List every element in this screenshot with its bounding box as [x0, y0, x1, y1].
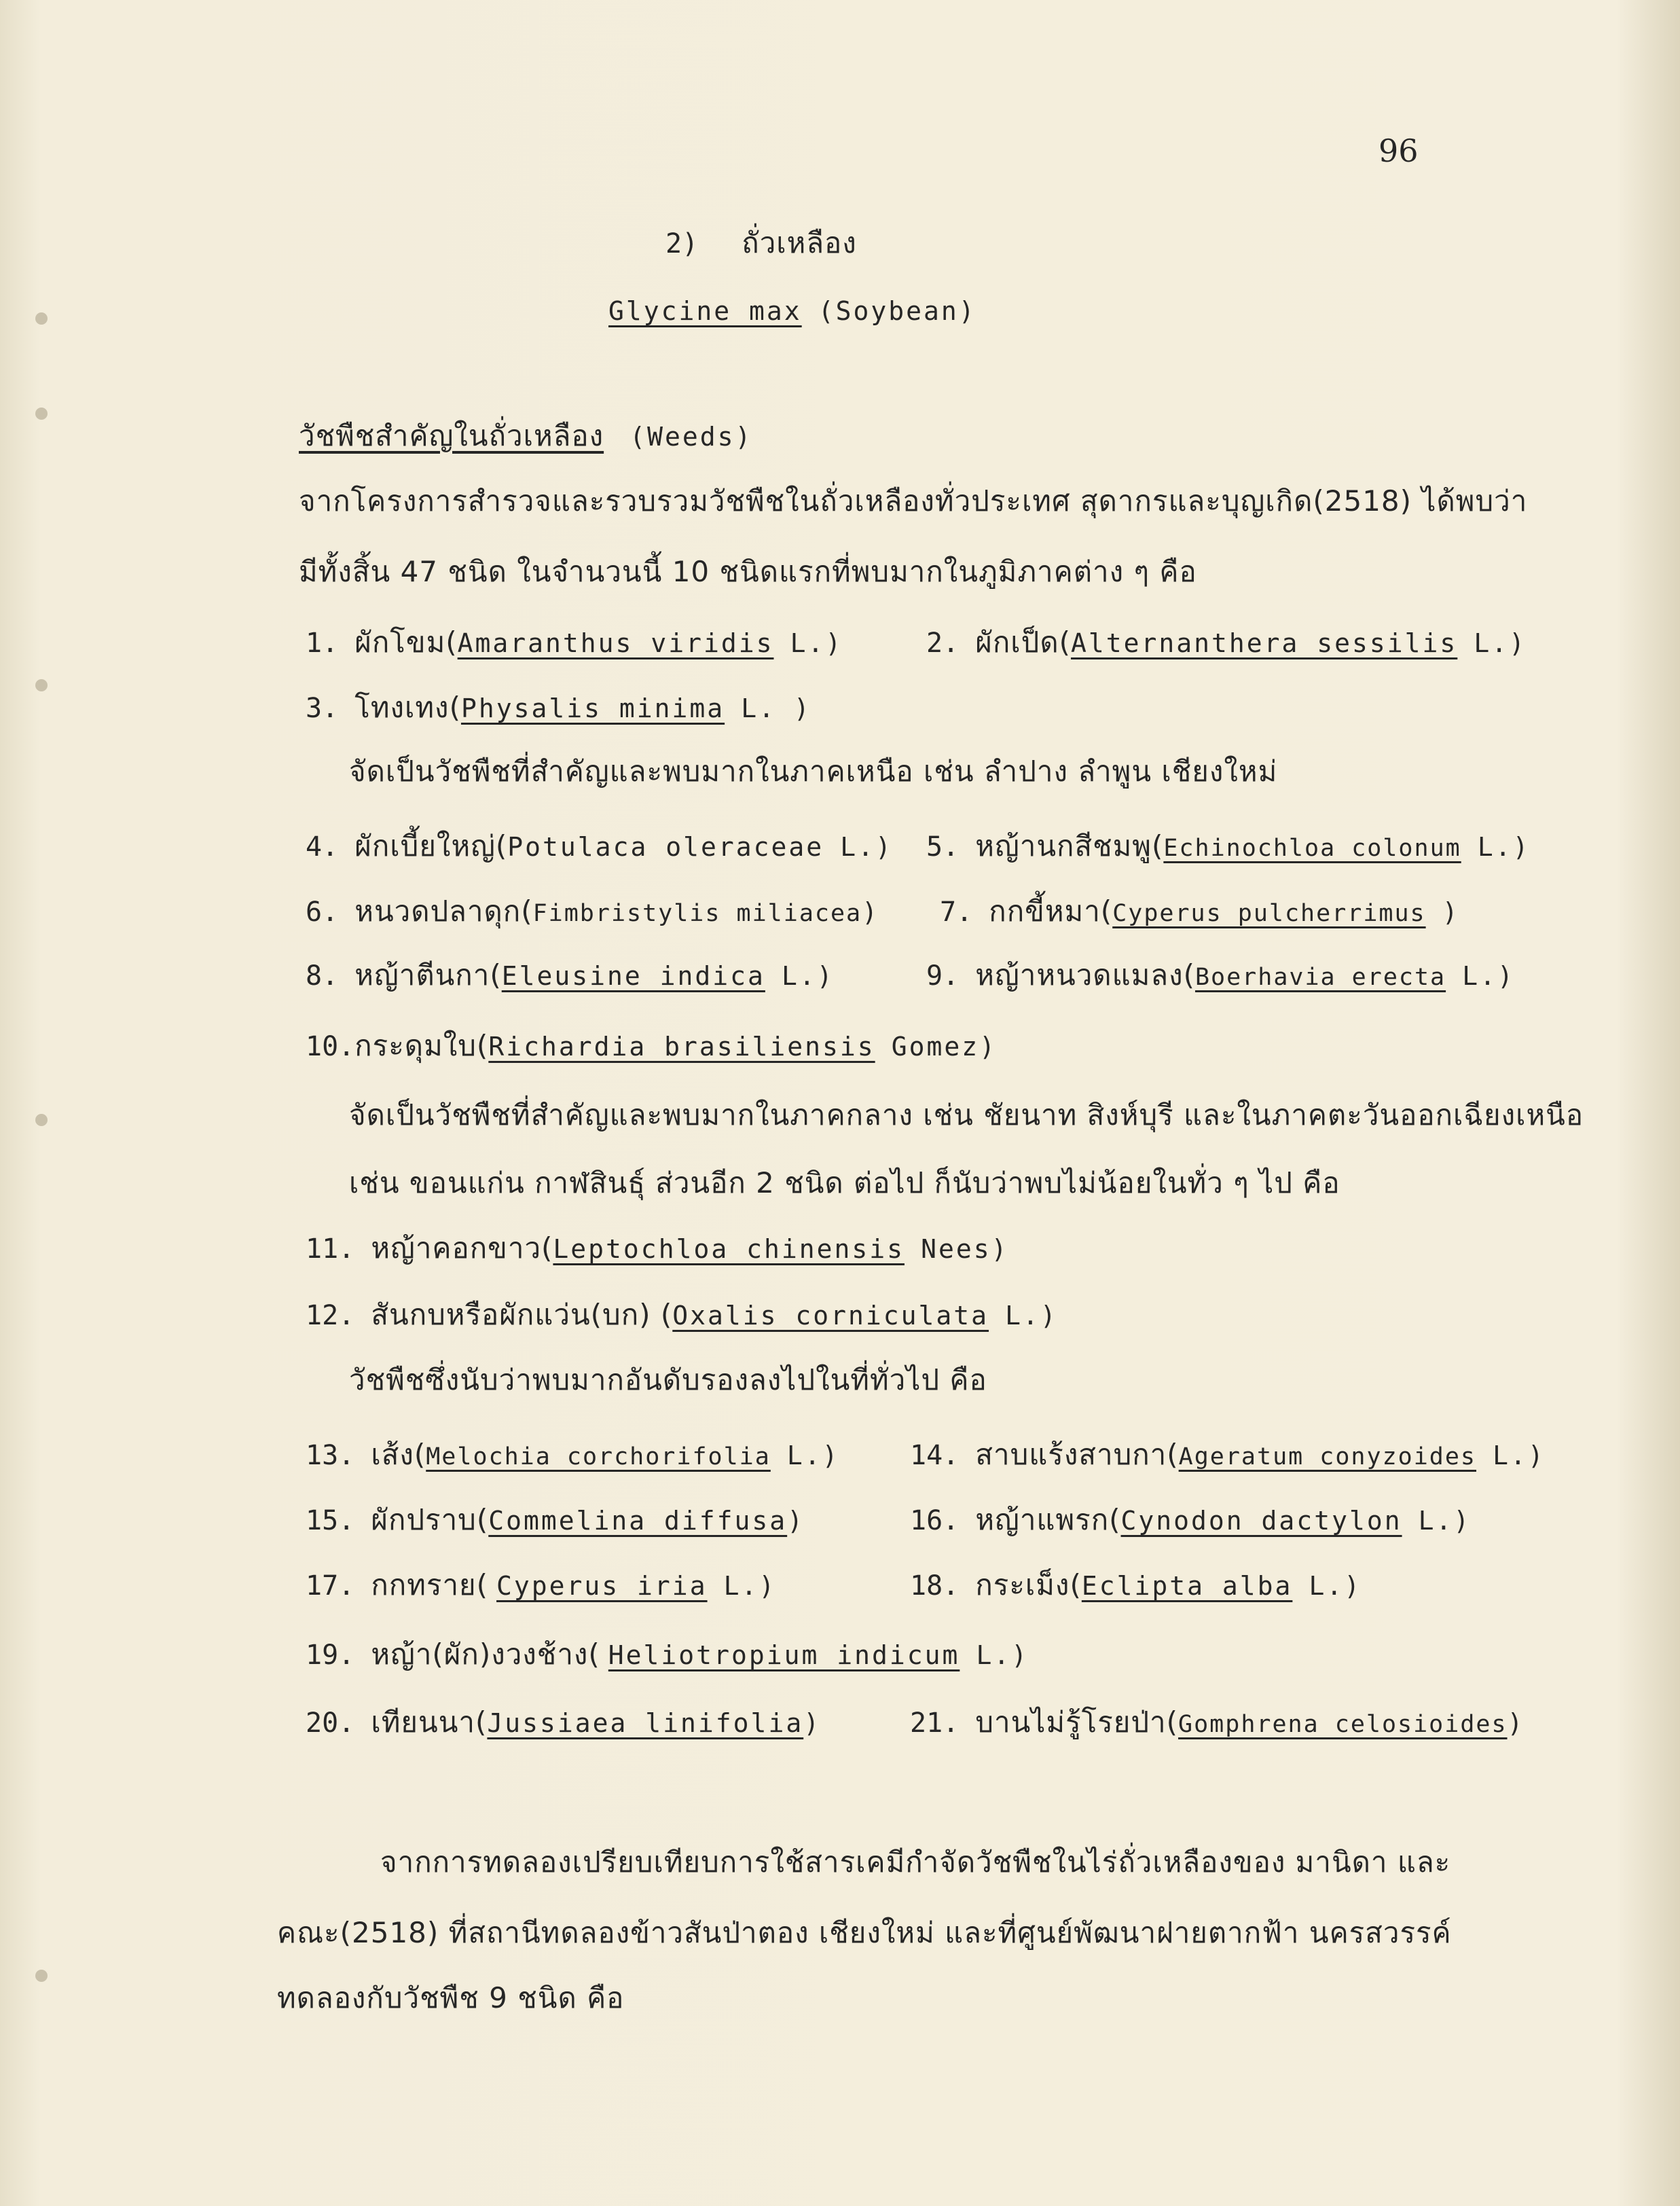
weed-authority: L. ) [741, 693, 811, 723]
weed-authority: ) [1442, 897, 1460, 927]
weed-thai-name: สาบแร้งสาบกา( [975, 1438, 1179, 1471]
weed-authority: L.) [1477, 832, 1531, 862]
closing-line-2: คณะ(2518) ที่สถานีทดลองข้าวสันป่าตอง เชียงใหม่ และที่ศูนย์พัฒนาฝายตากฟ้า นครสวรรค์ [277, 1916, 1452, 1949]
binder-hole [35, 1114, 48, 1126]
weed-sci-name: Cyperus pulcherrimus [1112, 900, 1426, 927]
weed-authority: L.) [1462, 961, 1515, 991]
binder-hole [35, 679, 48, 691]
weed-sci-name: Commelina diffusa [488, 1506, 788, 1536]
weed-number: 13. [306, 1440, 355, 1471]
weed-item [306, 1568, 776, 1604]
weed-thai-name: หญ้านกสีชมพู( [975, 829, 1164, 863]
weed-authority: L.) [1474, 628, 1527, 658]
binder-hole [35, 312, 48, 325]
weeds-heading-en: (Weeds) [629, 422, 753, 452]
weed-item [910, 1502, 1471, 1538]
weed-thai-name: หนวดปลาดุก( [354, 894, 533, 928]
weed-item [306, 1231, 1008, 1267]
weed-item [306, 1502, 805, 1538]
weed-thai-name: กระดุมใบ( [354, 1029, 489, 1062]
weed-authority: ) [1507, 1708, 1525, 1738]
section-sci-name: Glycine max [608, 296, 802, 326]
weed-item [926, 829, 1530, 866]
weed-number: 16. [910, 1505, 960, 1536]
weed-thai-name: บานไม่รู้โรยป่า( [975, 1705, 1179, 1739]
weed-thai-name: หญ้า(ผัก)งวงช้าง( [371, 1638, 600, 1671]
binder-hole [35, 1970, 48, 1982]
weeds-heading [299, 418, 752, 454]
weed-sci-name: Echinochloa colonum [1163, 835, 1461, 862]
weed-item [306, 894, 879, 931]
weed-number: 12. [306, 1300, 355, 1331]
weed-number: 2. [926, 628, 960, 659]
weed-number: 11. [306, 1233, 355, 1265]
weed-thai-name: สันกบหรือผักแว่น(บก) ( [371, 1298, 673, 1331]
weed-number: 10. [306, 1031, 355, 1062]
weed-authority: L.) [786, 1441, 840, 1470]
section-common-name: (Soybean) [818, 296, 976, 326]
section-number: 2) [665, 228, 699, 259]
weed-sci-name: Oxalis corniculata [672, 1301, 989, 1331]
weed-authority: ) [803, 1708, 822, 1738]
weed-authority: L.) [976, 1640, 1029, 1670]
weed-authority: L.) [840, 832, 893, 862]
weed-number: 19. [306, 1640, 355, 1671]
weed-authority: L.) [723, 1571, 777, 1601]
weed-thai-name: โทงเทง( [354, 691, 461, 724]
weed-authority: L.) [1005, 1301, 1058, 1331]
weed-number: 21. [910, 1707, 960, 1739]
weed-item [306, 1637, 1029, 1673]
weed-sci-name: Amaranthus viridis [457, 628, 774, 658]
weed-authority: L.) [1309, 1571, 1362, 1601]
weed-item [306, 1705, 821, 1741]
weed-item [306, 1297, 1058, 1333]
weed-item [926, 958, 1515, 995]
weed-thai-name: ผักปราบ( [371, 1503, 489, 1536]
weed-thai-name: กกทราย( [371, 1568, 489, 1602]
weed-thai-name: หญ้าหนวดแมลง( [975, 958, 1195, 992]
weed-thai-name: เทียนนา( [371, 1705, 488, 1739]
weed-item [910, 1568, 1362, 1604]
note-central-2: เช่น ขอนแก่น กาฬสินธุ์ ส่วนอีก 2 ชนิด ต่อไป ก็นับว่าพบไม่น้อยในทั่ว ๆ ไป คือ [349, 1166, 1340, 1199]
weed-item [306, 690, 811, 726]
page-number: 96 [1378, 132, 1419, 169]
weed-sci-name: Jussiaea linifolia [487, 1708, 804, 1738]
weed-authority: L.) [790, 628, 843, 658]
weed-number: 20. [306, 1707, 355, 1739]
weed-authority: L.) [781, 961, 835, 991]
weed-sci-name: Cynodon dactylon [1120, 1506, 1402, 1536]
weed-number: 17. [306, 1570, 355, 1602]
weed-sci-name: Physalis minima [460, 693, 725, 723]
weed-authority: L.) [1493, 1441, 1546, 1470]
weed-item [910, 1705, 1524, 1742]
weed-number: 6. [306, 897, 339, 928]
weed-thai-name: หญ้าคอกขาว( [371, 1231, 553, 1265]
weed-number: 14. [910, 1440, 960, 1471]
weed-sci-name: Cyperus iria [496, 1571, 708, 1601]
note-north: จัดเป็นวัชพืชที่สำคัญและพบมากในภาคเหนือ เช่น ลำปาง ลำพูน เชียงใหม่ [349, 755, 1278, 788]
weed-thai-name: ผักเบี้ยใหญ่( [354, 829, 508, 863]
section-thai-title: ถั่วเหลือง [742, 226, 857, 259]
weed-sci-name: Melochia corchorifolia [426, 1443, 771, 1470]
weed-sci-name: Alternanthera sessilis [1070, 628, 1458, 658]
binder-hole [35, 408, 48, 420]
weed-thai-name: หญ้าแพรก( [975, 1503, 1121, 1536]
weed-number: 5. [926, 831, 960, 863]
intro-line-1: จากโครงการสำรวจและรวบรวมวัชพืชในถั่วเหลืองทั่วประเทศ สุดากรและบุญเกิด(2518) ได้พบว่า [299, 484, 1528, 518]
weed-item [910, 1437, 1546, 1475]
weed-authority: L.) [1418, 1506, 1472, 1536]
weed-number: 4. [306, 831, 339, 863]
weed-thai-name: ผักโขม( [354, 626, 458, 659]
note-central-1: จัดเป็นวัชพืชที่สำคัญและพบมากในภาคกลาง เช่น ชัยนาท สิงห์บุรี และในภาคตะวันออกเฉียงเหนือ [349, 1098, 1584, 1132]
weeds-heading-thai: วัชพืชสำคัญในถั่วเหลือง [299, 419, 604, 452]
weed-authority: ) [787, 1506, 805, 1536]
weed-thai-name: กกขี้หมา( [989, 894, 1113, 928]
weed-sci-name: Eleusine indica [501, 961, 765, 991]
weed-sci-name: Eclipta alba [1081, 1571, 1293, 1601]
weed-item [306, 958, 835, 994]
weed-sci-name: Potulaca oleraceae [507, 832, 824, 862]
weed-item [306, 1437, 840, 1475]
weed-number: 8. [306, 960, 339, 992]
weed-number: 3. [306, 693, 339, 724]
weed-sci-name: Fimbristylis miliacea [532, 900, 862, 927]
weed-number: 18. [910, 1570, 960, 1602]
weed-item [926, 625, 1527, 661]
weed-sci-name: Richardia brasiliensis [488, 1032, 875, 1062]
weed-item [306, 625, 843, 661]
weed-sci-name: Ageratum conyzoides [1178, 1443, 1477, 1470]
weed-thai-name: ผักเป็ด( [975, 626, 1071, 659]
weed-number: 9. [926, 960, 960, 992]
weed-authority: ) [862, 897, 879, 927]
weed-number: 15. [306, 1505, 355, 1536]
note-secondary: วัชพืชซึ่งนับว่าพบมากอันดับรองลงไปในที่ทั่วไป คือ [349, 1363, 987, 1396]
intro-line-2: มีทั้งสิ้น 47 ชนิด ในจำนวนนี้ 10 ชนิดแรกที่พบมากในภูมิภาคต่าง ๆ คือ [299, 555, 1197, 588]
weed-sci-name: Leptochloa chinensis [553, 1234, 905, 1264]
weed-sci-name: Gomphrena celosioides [1178, 1711, 1508, 1738]
weed-authority: Gomez) [891, 1032, 998, 1062]
closing-line-1: จากการทดลองเปรียบเทียบการใช้สารเคมีกำจัดวัชพืชในไร่ถั่วเหลืองของ มานิดา และ [380, 1845, 1451, 1879]
weed-thai-name: หญ้าตีนกา( [354, 958, 502, 992]
section-subtitle [608, 293, 976, 329]
weed-thai-name: เส้ง( [371, 1438, 426, 1471]
weed-item [306, 829, 893, 865]
weed-item [940, 894, 1460, 931]
weed-sci-name: Heliotropium indicum [608, 1640, 960, 1670]
weed-thai-name: กระเม็ง( [975, 1568, 1082, 1602]
section-title [665, 225, 857, 261]
weed-sci-name: Boerhavia erecta [1194, 964, 1446, 991]
weed-number: 7. [940, 897, 973, 928]
weed-number: 1. [306, 628, 339, 659]
closing-line-3: ทดลองกับวัชพืช 9 ชนิด คือ [277, 1981, 625, 2014]
weed-item [306, 1028, 997, 1064]
weed-authority: Nees) [921, 1234, 1009, 1264]
